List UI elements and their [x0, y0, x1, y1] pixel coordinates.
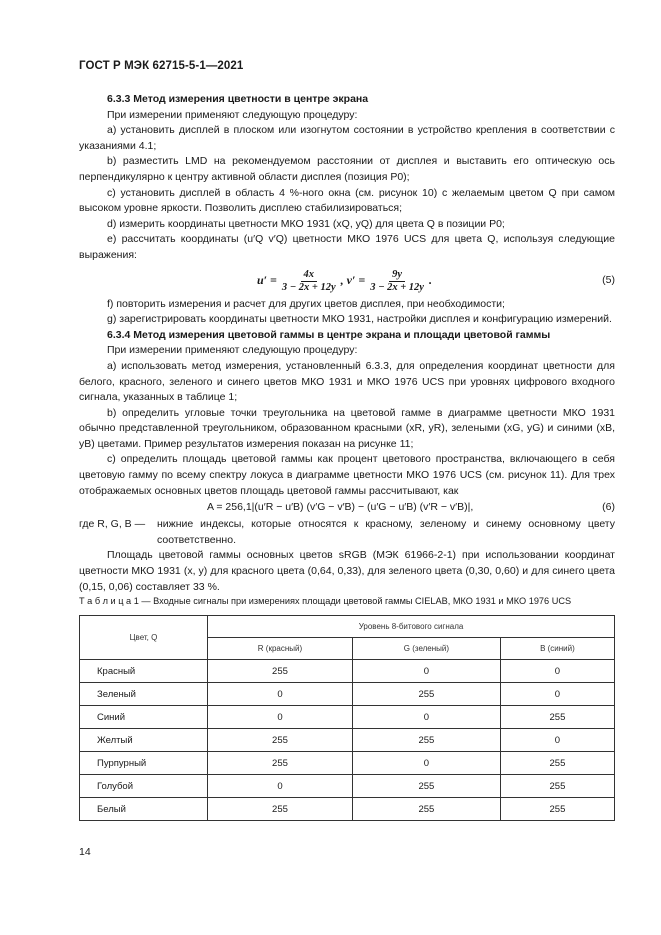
formula-5-number: (5) — [602, 273, 615, 286]
main-text — [79, 92, 615, 595]
cell-g: 0 — [352, 752, 500, 775]
formula-v-lhs: , v′ = — [340, 273, 366, 288]
col-r-header: R (красный) — [208, 638, 353, 660]
formula-v-fraction — [367, 269, 427, 294]
formula-u-lhs: u′ = — [257, 273, 277, 288]
cell-r: 0 — [208, 706, 353, 729]
s633-item-e: е) рассчитать координаты (u′Q v′Q) цветности МКО 1976 UCS для цвета Q, используя следующие выражения: — [79, 233, 615, 261]
cell-r: 0 — [208, 683, 353, 706]
cell-r: 255 — [208, 798, 353, 821]
table-caption: Т а б л и ц а 1 — Входные сигналы при измерениях площади цветовой гаммы CIELAB, МКО 1931 и МКО 1976 UCS — [79, 596, 572, 606]
formula-v-numerator: 9y — [389, 269, 405, 282]
where-label: где R, G, B — — [79, 518, 146, 531]
cell-g: 255 — [352, 683, 500, 706]
cell-b: 255 — [500, 706, 614, 729]
formula-6 — [79, 499, 615, 517]
row-color-name: Желтый — [80, 729, 208, 752]
where-text: нижние индексы, которые относятся к красному, зеленому и синему основному цвету соответственно. — [157, 518, 615, 546]
row-color-name: Пурпурный — [80, 752, 208, 775]
document-header: ГОСТ Р МЭК 62715-5-1—2021 — [79, 60, 244, 72]
s633-intro: При измерении применяют следующую процедуру: — [107, 108, 358, 121]
formula-u-numerator: 4x — [301, 269, 318, 282]
table-row — [80, 775, 615, 798]
cell-r: 0 — [208, 775, 353, 798]
row-color-name: Белый — [80, 798, 208, 821]
row-color-name: Синий — [80, 706, 208, 729]
cell-r: 255 — [208, 752, 353, 775]
section-633-title: 6.3.3 Метод измерения цветности в центре экрана — [107, 93, 369, 105]
cell-b: 0 — [500, 660, 614, 683]
formula-end: . — [428, 273, 432, 288]
page-number: 14 — [79, 846, 91, 858]
s633-item-f: f) повторить измерения и расчет для других цветов дисплея, при необходимости; — [107, 297, 505, 310]
formula-5 — [79, 265, 615, 295]
table-row — [80, 683, 615, 706]
cell-g: 0 — [352, 660, 500, 683]
s633-item-g: g) зарегистрировать координаты цветности МКО 1931, настройки дисплея и конфигурацию измерений. — [107, 313, 612, 326]
formula-6-number: (6) — [602, 501, 615, 514]
where-clause — [79, 517, 615, 548]
row-color-name: Голубой — [80, 775, 208, 798]
table-row — [80, 752, 615, 775]
col-group-header: Уровень 8-битового сигнала — [208, 616, 615, 638]
table-row — [80, 706, 615, 729]
cell-g: 255 — [352, 798, 500, 821]
cell-g: 0 — [352, 706, 500, 729]
srgb-paragraph: Площадь цветовой гаммы основных цветов sRGB (МЭК 61966-2-1) при использовании координат цветности МКО 1931 (x, y) для красного цвета (0,64, 0,33), для зеленого цвета (0,30, 0,60) и для синего цвета (0,15, 0,06) составляет 33 %. — [79, 549, 615, 593]
s634-item-b: b) определить угловые точки треугольника на цветовой гамме в диаграмме цветности МКО 1931 обычно представленной треугольником, образованном красными (xR, yR), зелеными (xG, yG) и синими (xB, yB) цветами. Пример результатов измерения показан на рисунке 11; — [79, 406, 615, 450]
section-634-title: 6.3.4 Метод измерения цветовой гаммы в центре экрана и площади цветовой гаммы — [107, 328, 551, 341]
formula-area: A = 256,1|(u′R − u′B) (v′G − v′B) − (u′G − u′B) (v′R − v′B)|, — [207, 501, 474, 514]
s633-item-d: d) измерить координаты цветности МКО 1931 (xQ, yQ) для цвета Q в позиции P0; — [107, 217, 505, 230]
s633-item-c: c) установить дисплей в область 4 %-ного окна (см. рисунок 10) с желаемым цветом Q при самом высоком уровне яркости. Позволить дисплею стабилизироваться; — [79, 186, 615, 215]
cell-b: 255 — [500, 798, 614, 821]
cell-b: 0 — [500, 729, 614, 752]
cell-g: 255 — [352, 775, 500, 798]
table-row — [80, 798, 615, 821]
cell-g: 255 — [352, 729, 500, 752]
s634-item-a: а) использовать метод измерения, установленный 6.3.3, для определения координат цветности для белого, красного, зеленого и синего цветов МКО 1931 и МКО 1976 UCS при уровнях цифрового входного сигнала, указанных в таблице 1; — [79, 359, 615, 404]
cell-b: 255 — [500, 752, 614, 775]
s634-item-c: c) определить площадь цветовой гаммы как процент цветового пространства, включающего в себя цветовую гамму по всему спектру локуса в диаграмме цветности МКО 1976 UCS (см. рисунок 11). Для трех отображаемых основных цветов площадь цветовой гаммы рассчитывают, как — [79, 453, 615, 497]
cell-r: 255 — [208, 729, 353, 752]
col-color-header: Цвет, Q — [80, 616, 208, 660]
formula-v-denominator: 3 − 2x + 12y — [370, 281, 424, 293]
formula-u-fraction — [279, 269, 339, 294]
s633-item-a: а) установить дисплей в плоском или изогнутом состоянии в устройство крепления в соответствии с указаниями 4.1; — [79, 124, 615, 152]
cell-b: 255 — [500, 775, 614, 798]
cell-b: 0 — [500, 683, 614, 706]
row-color-name: Зеленый — [80, 683, 208, 706]
signal-table — [79, 615, 615, 821]
table-row — [80, 729, 615, 752]
table-row — [80, 660, 615, 683]
col-b-header: B (синий) — [500, 638, 614, 660]
s634-intro: При измерении применяют следующую процедуру: — [107, 344, 358, 357]
formula-u-denominator: 3 − 2x + 12y — [281, 281, 336, 293]
col-g-header: G (зеленый) — [352, 638, 500, 660]
s633-item-b: b) разместить LMD на рекомендуемом расстоянии от дисплея и выставить его оптическую ось перпендикулярно к центру активной области дисплея (позиция P0); — [79, 155, 615, 183]
cell-r: 255 — [208, 660, 353, 683]
row-color-name: Красный — [80, 660, 208, 683]
